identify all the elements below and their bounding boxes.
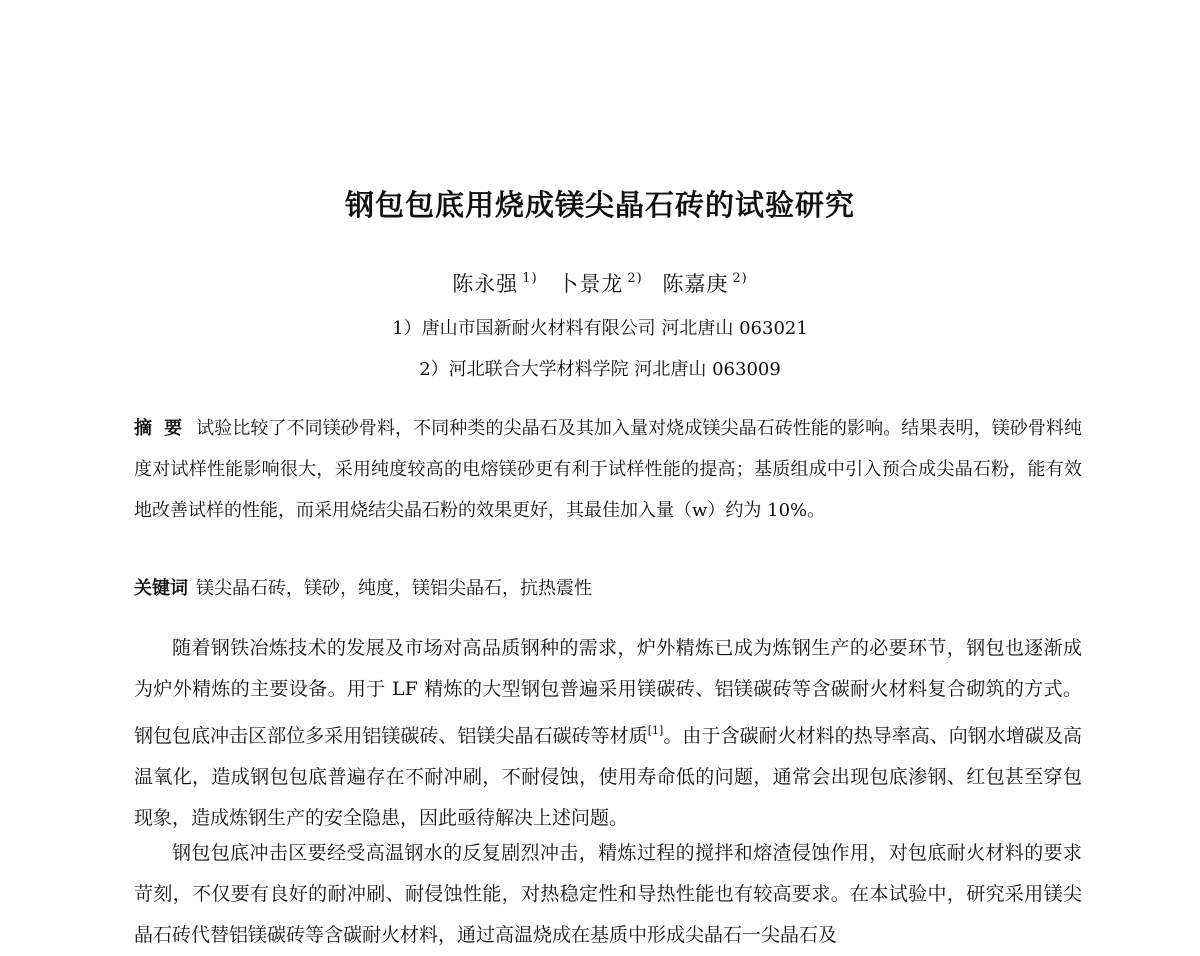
author-affiliation-mark: 2) bbox=[627, 271, 643, 286]
author bbox=[452, 272, 537, 296]
author-name: 陈嘉庚 bbox=[662, 272, 729, 296]
body-paragraph-2: 钢包包底冲击区要经受高温钢水的反复剧烈冲击，精炼过程的搅拌和熔渣侵蚀作用，对包底耐火材料的要求苛刻，不仅要有良好的耐冲刷、耐侵蚀性能，对热稳定性和导热性能也有较高要求。在本试验中，研究采用镁尖晶石砖代替铝镁碳砖等含碳耐火材料，通过高温烧成在基质中形成尖晶石一尖晶石及 bbox=[134, 842, 1082, 946]
author-name: 陈永强 bbox=[452, 272, 519, 296]
author-name: 卜景龙 bbox=[557, 272, 624, 296]
body-paragraph-1 bbox=[134, 628, 1082, 839]
abstract-label: 摘要 bbox=[134, 418, 195, 439]
keywords bbox=[134, 574, 1082, 604]
author bbox=[662, 272, 747, 296]
paper-title: 钢包包底用烧成镁尖晶石砖的试验研究 bbox=[344, 188, 855, 222]
author-affiliation-mark: 1) bbox=[522, 271, 538, 286]
author-affiliation-mark: 2) bbox=[732, 271, 748, 286]
keywords-label: 关键词 bbox=[134, 578, 188, 599]
affiliation-2: 2）河北联合大学材料学院 河北唐山 063009 bbox=[419, 359, 781, 380]
author bbox=[557, 272, 642, 296]
paragraph-text: 。由于含碳耐火材料的热导率高、向钢水增碳及高温氧化，造成钢包包底普遍存在不耐冲刷，不耐侵蚀，使用寿命低的问题，通常会出现包底渗钢、红包甚至穿包现象，造成炼钢生产的安全隐患，因此亟待解决上述问题。 bbox=[134, 725, 1082, 829]
abstract-text: 试验比较了不同镁砂骨料，不同种类的尖晶石及其加入量对烧成镁尖晶石砖性能的影响。结果表明，镁砂骨料纯度对试样性能影响很大，采用纯度较高的电熔镁砂更有利于试样性能的提高；基质组成中引入预合成尖晶石粉，能有效地改善试样的性能，而采用烧结尖晶石粉的效果更好，其最佳加入量（w）约为 10%。 bbox=[134, 418, 1083, 521]
author-list bbox=[0, 268, 1200, 298]
citation-ref: [1] bbox=[647, 724, 664, 737]
affiliation-1: 1）唐山市国新耐火材料有限公司 河北唐山 063021 bbox=[392, 318, 808, 339]
keywords-text: 镁尖晶石砖，镁砂，纯度，镁铝尖晶石，抗热震性 bbox=[196, 578, 592, 599]
abstract bbox=[134, 408, 1082, 531]
paragraph-text: 随着钢铁冶炼技术的发展及市场对高品质钢种的需求，炉外精炼已成为炼钢生产的必要环节，钢包也逐渐成为炉外精炼的主要设备。用于 LF 精炼的大型钢包普遍采用镁碳砖、铝镁碳砖等含碳耐火材料复合砌筑的方式。钢包包底冲击区部位多采用铝镁碳砖、铝镁尖晶石碳砖等材质 bbox=[134, 637, 1082, 747]
